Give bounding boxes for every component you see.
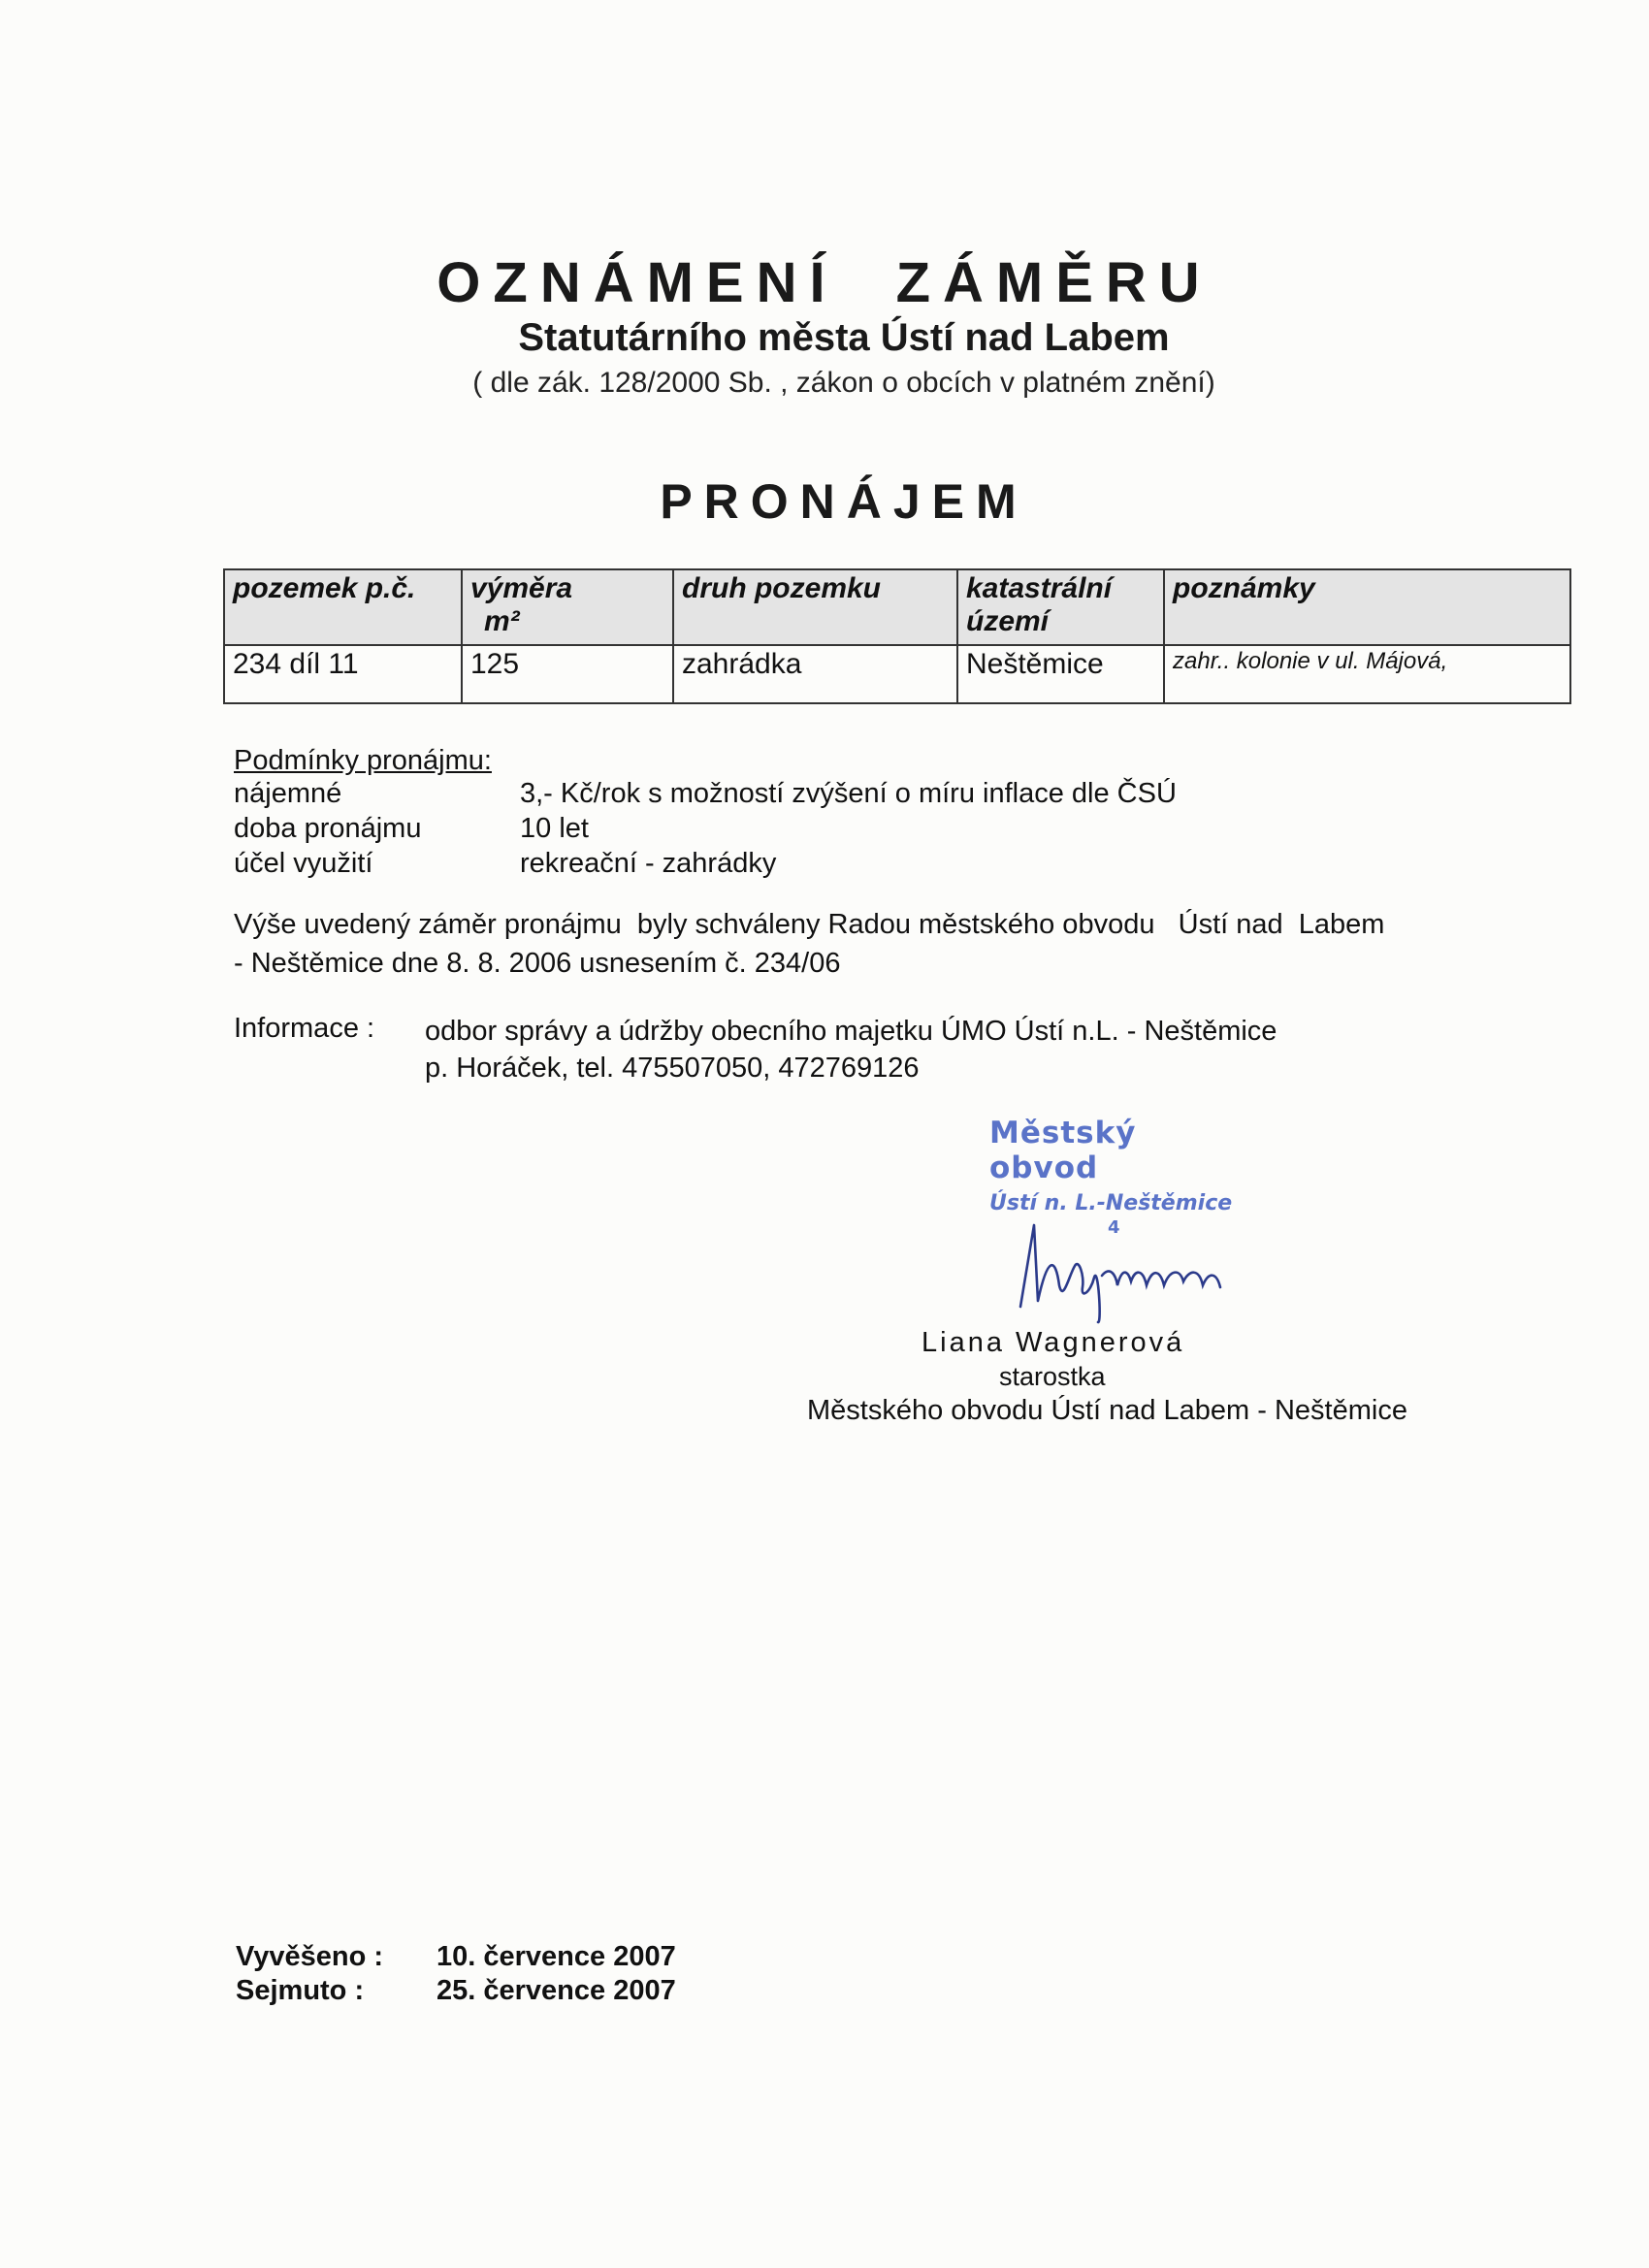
- header-cadastral-line1: katastrální: [966, 572, 1113, 604]
- condition-label-rent: nájemné: [234, 778, 342, 809]
- document-subtitle: Statutárního města Ústí nad Labem: [518, 316, 1170, 359]
- stamp-line-1: Městský obvod: [989, 1116, 1137, 1185]
- cell-land-type: zahrádka: [673, 645, 957, 703]
- signatory-name: Liana Wagnerová: [922, 1327, 1185, 1358]
- table-header-row: [224, 569, 1570, 645]
- signatory-role: starostka: [999, 1362, 1106, 1391]
- condition-label-purpose: účel využití: [234, 848, 373, 879]
- title-word-announcement: OZNÁMENÍ: [436, 251, 838, 314]
- header-notes: poznámky: [1164, 569, 1570, 645]
- info-label: Informace :: [234, 1013, 375, 1044]
- section-heading: PRONÁJEM: [660, 474, 1028, 529]
- table-row: [224, 645, 1570, 703]
- info-value: [425, 1013, 1277, 1086]
- cell-area: 125: [462, 645, 673, 703]
- condition-label-duration: doba pronájmu: [234, 813, 422, 844]
- conditions-title: Podmínky pronájmu:: [234, 745, 492, 776]
- info-line-2: p. Horáček, tel. 475507050, 472769126: [425, 1053, 920, 1084]
- cell-parcel: 234 díl 11: [224, 645, 462, 703]
- header-cadastral-line2: území: [966, 605, 1050, 637]
- header-land-type: druh pozemku: [673, 569, 957, 645]
- parcel-table: [223, 568, 1571, 704]
- header-cadastral: [957, 569, 1164, 645]
- header-area-line1: výměra: [470, 572, 573, 604]
- approval-paragraph: [234, 905, 1514, 983]
- header-area-unit: m²: [484, 605, 520, 637]
- stamp-line-2: Ústí n. L.-Neštěmice: [989, 1191, 1233, 1215]
- posted-date: 10. července 2007: [436, 1941, 676, 1972]
- signatory-office: Městského obvodu Ústí nad Labem - Neštěmice: [807, 1395, 1407, 1426]
- document-title: [0, 250, 1649, 315]
- handwritten-signature: [1009, 1217, 1242, 1324]
- cell-cadastral: Neštěmice: [957, 645, 1164, 703]
- header-area: [462, 569, 673, 645]
- header-parcel: pozemek p.č.: [224, 569, 462, 645]
- condition-value-purpose: rekreační - zahrádky: [520, 848, 777, 879]
- removed-date: 25. července 2007: [436, 1975, 676, 2006]
- approval-line-1: Výše uvedený záměr pronájmu byly schváleny Radou městského obvodu Ústí nad Labem: [234, 909, 1385, 940]
- title-word-intent: ZÁMĚRU: [895, 251, 1212, 314]
- removed-label: Sejmuto :: [236, 1975, 365, 2006]
- condition-value-duration: 10 let: [520, 813, 589, 844]
- info-line-1: odbor správy a údržby obecního majetku ÚMO Ústí n.L. - Neštěmice: [425, 1016, 1277, 1047]
- stamp-line-3: 4: [1108, 1217, 1120, 1238]
- condition-value-rent: 3,- Kč/rok s možností zvýšení o míru inflace dle ČSÚ: [520, 778, 1177, 809]
- cell-notes: zahr.. kolonie v ul. Májová,: [1164, 645, 1570, 703]
- law-reference: ( dle zák. 128/2000 Sb. , zákon o obcích v platném znění): [472, 367, 1215, 399]
- posted-label: Vyvěšeno :: [236, 1941, 384, 1972]
- approval-line-2: - Neštěmice dne 8. 8. 2006 usnesením č. 234/06: [234, 948, 841, 979]
